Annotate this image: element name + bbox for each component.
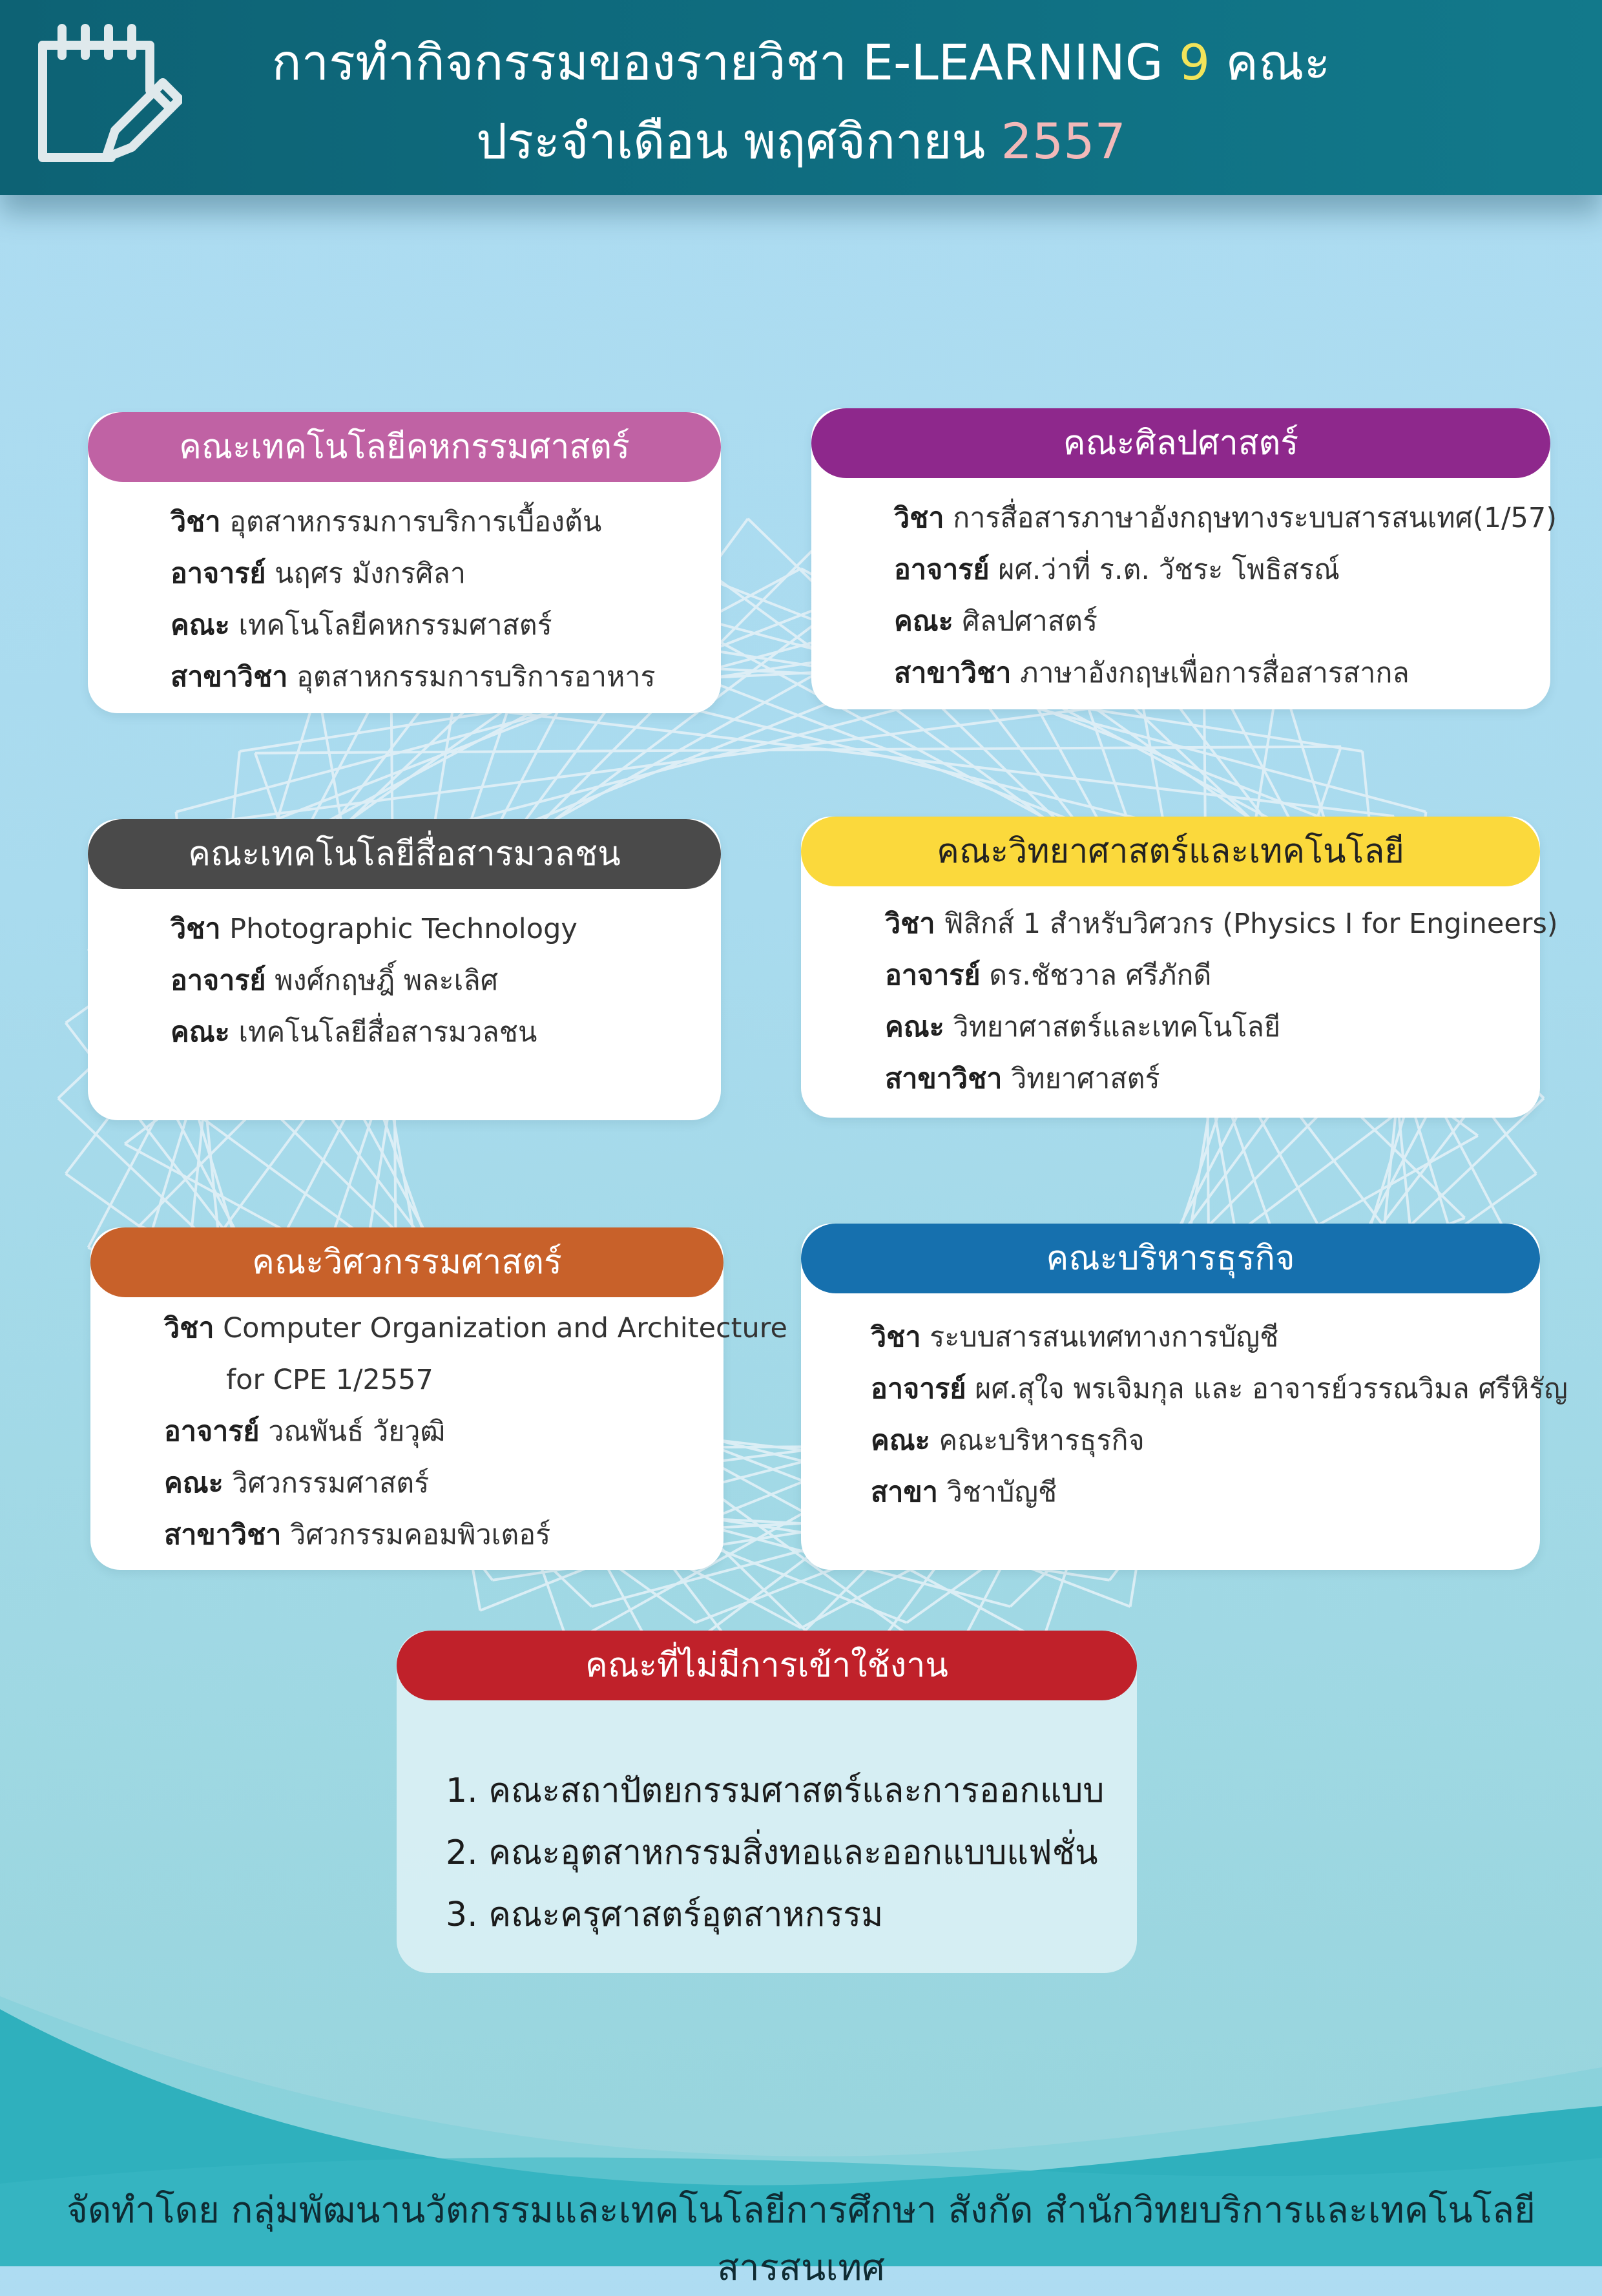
label-course: วิชา xyxy=(885,908,935,940)
value-major: ภาษาอังกฤษเพื่อการสื่อสารสากล xyxy=(1011,657,1410,689)
detail-row-faculty xyxy=(885,1001,1540,1053)
label-faculty: คณะ xyxy=(171,1016,230,1049)
value-faculty: คณะบริหารธุรกิจ xyxy=(930,1425,1145,1457)
value-instructor: นฤศร มังกรศิลา xyxy=(265,558,466,590)
label-major: สาขาวิชา xyxy=(171,661,288,693)
detail-row-major xyxy=(171,651,721,703)
label-faculty: คณะ xyxy=(164,1467,224,1499)
value-major: วิชาบัญชี xyxy=(937,1476,1057,1508)
value-instructor: ผศ.ว่าที่ ร.ต. วัชระ โพธิสรณ์ xyxy=(989,554,1340,586)
list-item: 2. คณะอุตสาหกรรมสิ่งทอและออกแบบแฟชั่น xyxy=(446,1833,1098,1872)
card-title: คณะบริหารธุรกิจ xyxy=(801,1224,1540,1293)
label-course: วิชา xyxy=(164,1312,214,1344)
card-details xyxy=(871,1311,1568,1518)
detail-row-major xyxy=(871,1466,1540,1518)
detail-row-course-continued xyxy=(164,1354,723,1406)
label-major: สาขาวิชา xyxy=(164,1519,282,1551)
detail-row-course xyxy=(164,1302,787,1354)
title-faculty-count: 9 xyxy=(1178,34,1211,91)
card-business-administration xyxy=(801,1224,1568,1570)
title-line-1-text: การทำกิจกรรมของรายวิชา E-LEARNING xyxy=(271,34,1179,91)
card-details xyxy=(171,903,721,1058)
detail-row-instructor xyxy=(885,950,1540,1001)
value-major: อุตสาหกรรมการบริการอาหาร xyxy=(287,661,656,693)
detail-row-course xyxy=(871,1311,1540,1363)
detail-row-major xyxy=(885,1053,1540,1105)
value-instructor: ดร.ชัชวาล ศรีภักดี xyxy=(980,959,1212,992)
label-major: สาขา xyxy=(871,1476,938,1508)
card-title: คณะศิลปศาสตร์ xyxy=(811,408,1550,478)
detail-row-faculty xyxy=(171,600,721,651)
card-title: คณะเทคโนโลยีสื่อสารมวลชน xyxy=(88,819,721,889)
label-instructor: อาจารย์ xyxy=(885,959,981,992)
header-banner xyxy=(0,0,1602,195)
label-faculty: คณะ xyxy=(885,1011,944,1043)
label-faculty: คณะ xyxy=(894,605,953,638)
card-title: คณะวิทยาศาสตร์และเทคโนโลยี xyxy=(801,817,1540,886)
detail-row-instructor xyxy=(171,955,721,1007)
detail-row-major xyxy=(164,1509,723,1561)
label-instructor: อาจารย์ xyxy=(171,965,266,997)
title-line-1-suffix: คณะ xyxy=(1210,34,1331,91)
card-details xyxy=(885,898,1558,1105)
value-instructor: พงศ์กฤษฎิ์ พละเลิศ xyxy=(265,965,498,997)
detail-row-major xyxy=(894,647,1550,699)
detail-row-faculty xyxy=(164,1457,723,1509)
value-instructor: ผศ.สุใจ พรเจิมกุล และ อาจารย์วรรณวิมล ศรีหิรัญ xyxy=(966,1373,1568,1405)
value-course-continued: for CPE 1/2557 xyxy=(226,1364,433,1396)
card-home-economics xyxy=(88,412,721,713)
value-major: วิทยาศาสตร์ xyxy=(1002,1063,1160,1095)
label-instructor: อาจารย์ xyxy=(871,1373,966,1405)
value-course: Photographic Technology xyxy=(220,913,577,945)
label-course: วิชา xyxy=(894,502,944,534)
value-faculty: ศิลปศาสตร์ xyxy=(953,605,1098,638)
value-instructor: วณพันธ์ วัยวุฒิ xyxy=(259,1415,446,1448)
detail-row-faculty xyxy=(171,1007,721,1058)
card-title: คณะเทคโนโลยีคหกรรมศาสตร์ xyxy=(88,412,721,482)
card-liberal-arts xyxy=(811,408,1557,709)
value-course: ระบบสารสนเทศทางการบัญชี xyxy=(921,1321,1279,1353)
no-usage-list xyxy=(446,1760,1104,1946)
notepad-pencil-icon xyxy=(34,19,182,168)
label-course: วิชา xyxy=(171,506,221,538)
detail-row-course xyxy=(894,492,1557,544)
value-faculty: วิศวกรรมศาสตร์ xyxy=(223,1467,430,1499)
detail-row-course xyxy=(885,898,1558,950)
label-course: วิชา xyxy=(171,913,221,945)
label-instructor: อาจารย์ xyxy=(894,554,990,586)
value-course: ฟิสิกส์ 1 สำหรับวิศวกร (Physics I for Engineers) xyxy=(935,908,1558,940)
value-major: วิศวกรรมคอมพิวเตอร์ xyxy=(281,1519,551,1551)
no-usage-panel xyxy=(397,1631,1137,1973)
value-faculty: เทคโนโลยีสื่อสารมวลชน xyxy=(229,1016,537,1049)
list-item: 1. คณะสถาปัตยกรรมศาสตร์และการออกแบบ xyxy=(446,1771,1105,1810)
value-faculty: เทคโนโลยีคหกรรมศาสตร์ xyxy=(229,609,552,642)
list-item: 3. คณะครุศาสตร์อุตสาหกรรม xyxy=(446,1895,884,1934)
footer-credit: จัดทำโดย กลุ่มพัฒนานวัตกรรมและเทคโนโลยีการศึกษา สังกัด สำนักวิทยบริการและเทคโนโลยีสารสนเทศ xyxy=(67,2189,1535,2289)
label-faculty: คณะ xyxy=(871,1425,930,1457)
detail-row-instructor xyxy=(164,1406,723,1457)
card-science-technology xyxy=(801,817,1558,1118)
detail-row-instructor xyxy=(871,1363,1568,1415)
label-major: สาขาวิชา xyxy=(885,1063,1003,1095)
detail-row-faculty xyxy=(894,596,1550,647)
card-mass-communication xyxy=(88,819,721,1120)
label-major: สาขาวิชา xyxy=(894,657,1012,689)
value-course: การสื่อสารภาษาอังกฤษทางระบบสารสนเทศ(1/57) xyxy=(944,502,1557,534)
title-year: 2557 xyxy=(1001,112,1126,170)
detail-row-course xyxy=(171,496,721,548)
value-faculty: วิทยาศาสตร์และเทคโนโลยี xyxy=(944,1011,1281,1043)
detail-row-faculty xyxy=(871,1415,1540,1466)
value-course: อุตสาหกรรมการบริการเบื้องต้น xyxy=(220,506,602,538)
title-line-2-text: ประจำเดือน พฤศจิกายน xyxy=(476,112,1001,170)
card-details xyxy=(164,1302,787,1561)
title-line-2 xyxy=(194,102,1408,181)
detail-row-instructor xyxy=(171,548,721,600)
label-instructor: อาจารย์ xyxy=(164,1415,260,1448)
card-details xyxy=(894,492,1557,699)
card-title: คณะวิศวกรรมศาสตร์ xyxy=(90,1227,723,1297)
detail-row-instructor xyxy=(894,544,1550,596)
detail-row-course xyxy=(171,903,721,955)
title-line-1 xyxy=(194,23,1408,102)
label-course: วิชา xyxy=(871,1321,921,1353)
card-engineering xyxy=(90,1227,787,1570)
page-title xyxy=(194,23,1408,181)
value-course: Computer Organization and Architecture xyxy=(214,1312,787,1344)
no-usage-title: คณะที่ไม่มีการเข้าใช้งาน xyxy=(397,1631,1137,1700)
label-instructor: อาจารย์ xyxy=(171,558,266,590)
card-details xyxy=(171,496,721,703)
label-faculty: คณะ xyxy=(171,609,230,642)
